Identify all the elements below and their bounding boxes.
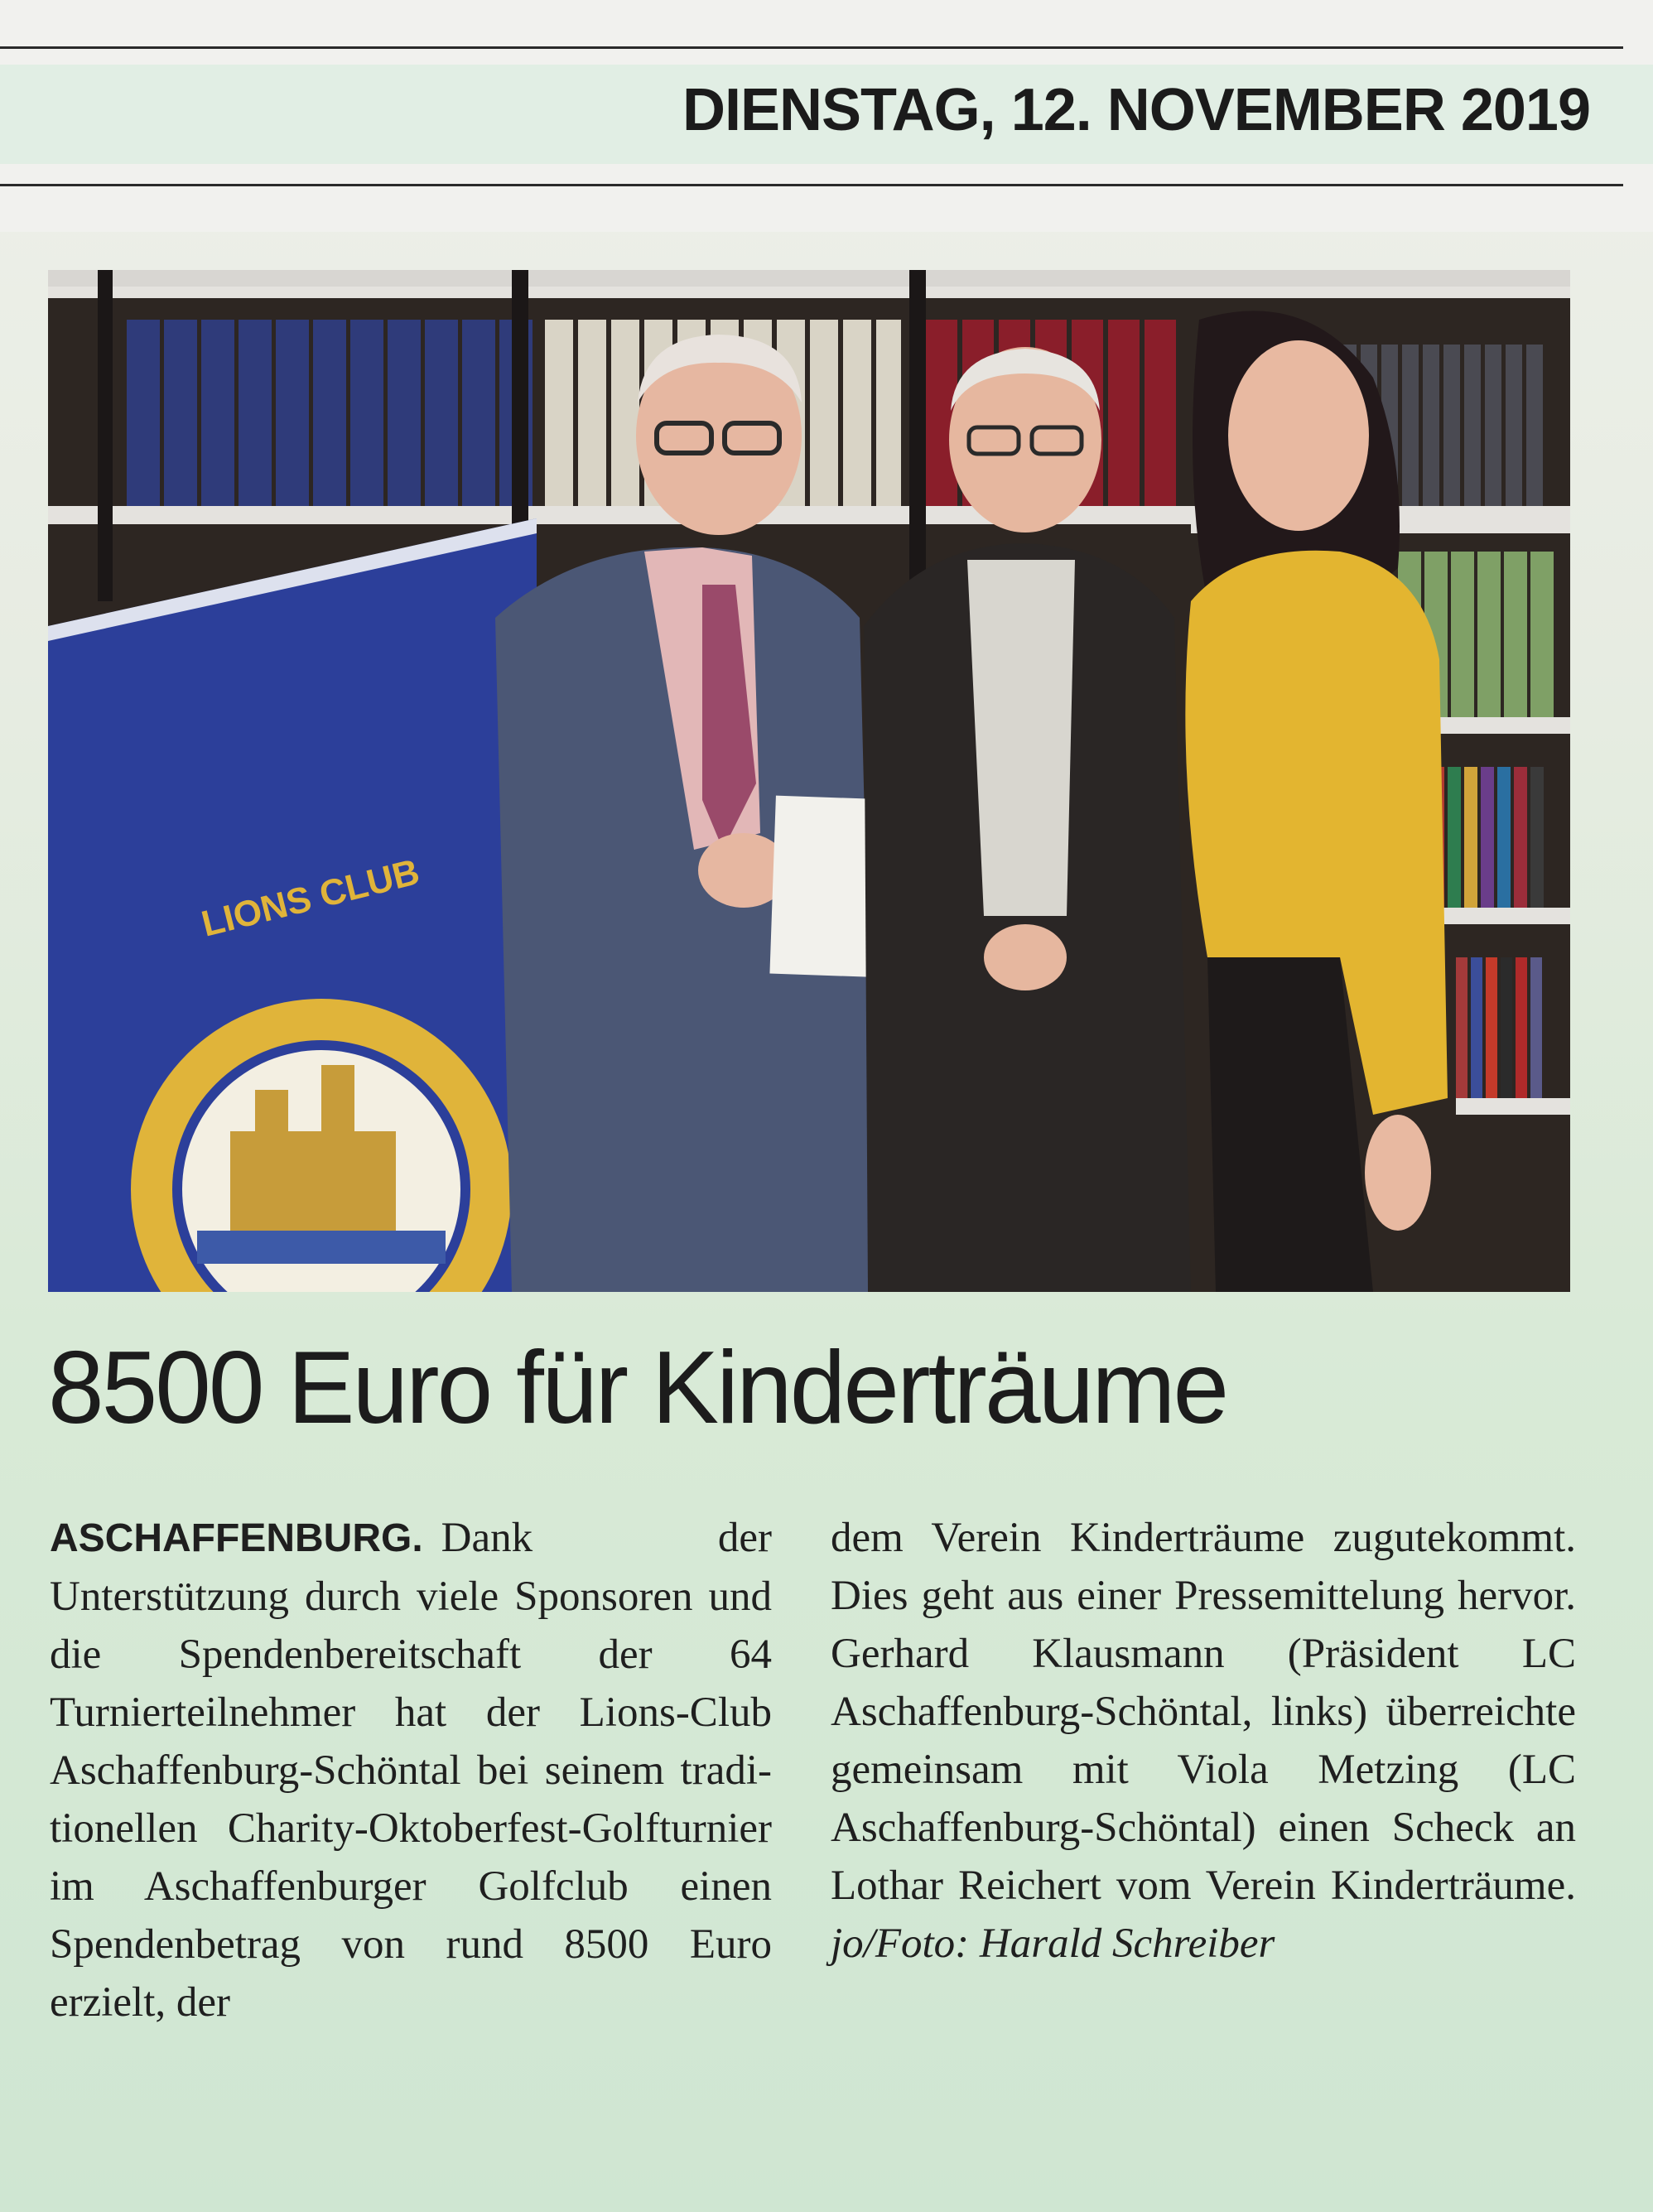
lions-club-banner: [48, 518, 537, 1292]
article-photo: [48, 270, 1570, 1292]
article-body-part-1: Dank der Unterstützung durch viele Sponsoren und die Spendenbereitschaft der 64 Turnierteilnehmer hat der Lions-Club Aschaffenburg-Schöntal bei seinem traditionellen Charity-Oktoberfest-Golfturnier im Aschaffenburger Golfclub einen Spendenbetrag von rund 8500 Euro erzielt, der: [50, 1515, 772, 2026]
article-headline: 8500 Euro für Kinderträume: [48, 1331, 1227, 1445]
issue-date: DIENSTAG, 12. NOVEMBER 2019: [682, 77, 1590, 143]
photo-credit: jo/Foto: Harald Schreiber: [831, 1920, 1275, 1967]
article-body-part-2: dem Verein Kinderträume zugutekommt. Dies geht aus einer Pressemittelung hervor. Gerhard Klausmann (Präsident LC Aschaffenburg-Schöntal, links) überreichte gemeinsam mit Viola Metzing (LC Aschaffenburg-Schöntal) einen Scheck an Lothar Reichert vom Verein Kinderträume.: [831, 1515, 1576, 1909]
banner-lions-club-text: LIONS CLUB: [197, 851, 424, 945]
article-dateline: ASCHAFFENBURG.: [50, 1516, 423, 1560]
article-column-2: [831, 1509, 1576, 1973]
article-column-1: [50, 1509, 772, 2031]
photo-illustration: [48, 270, 1570, 1292]
header-rule-top: [0, 46, 1623, 49]
header-rule-bottom: [0, 184, 1623, 186]
